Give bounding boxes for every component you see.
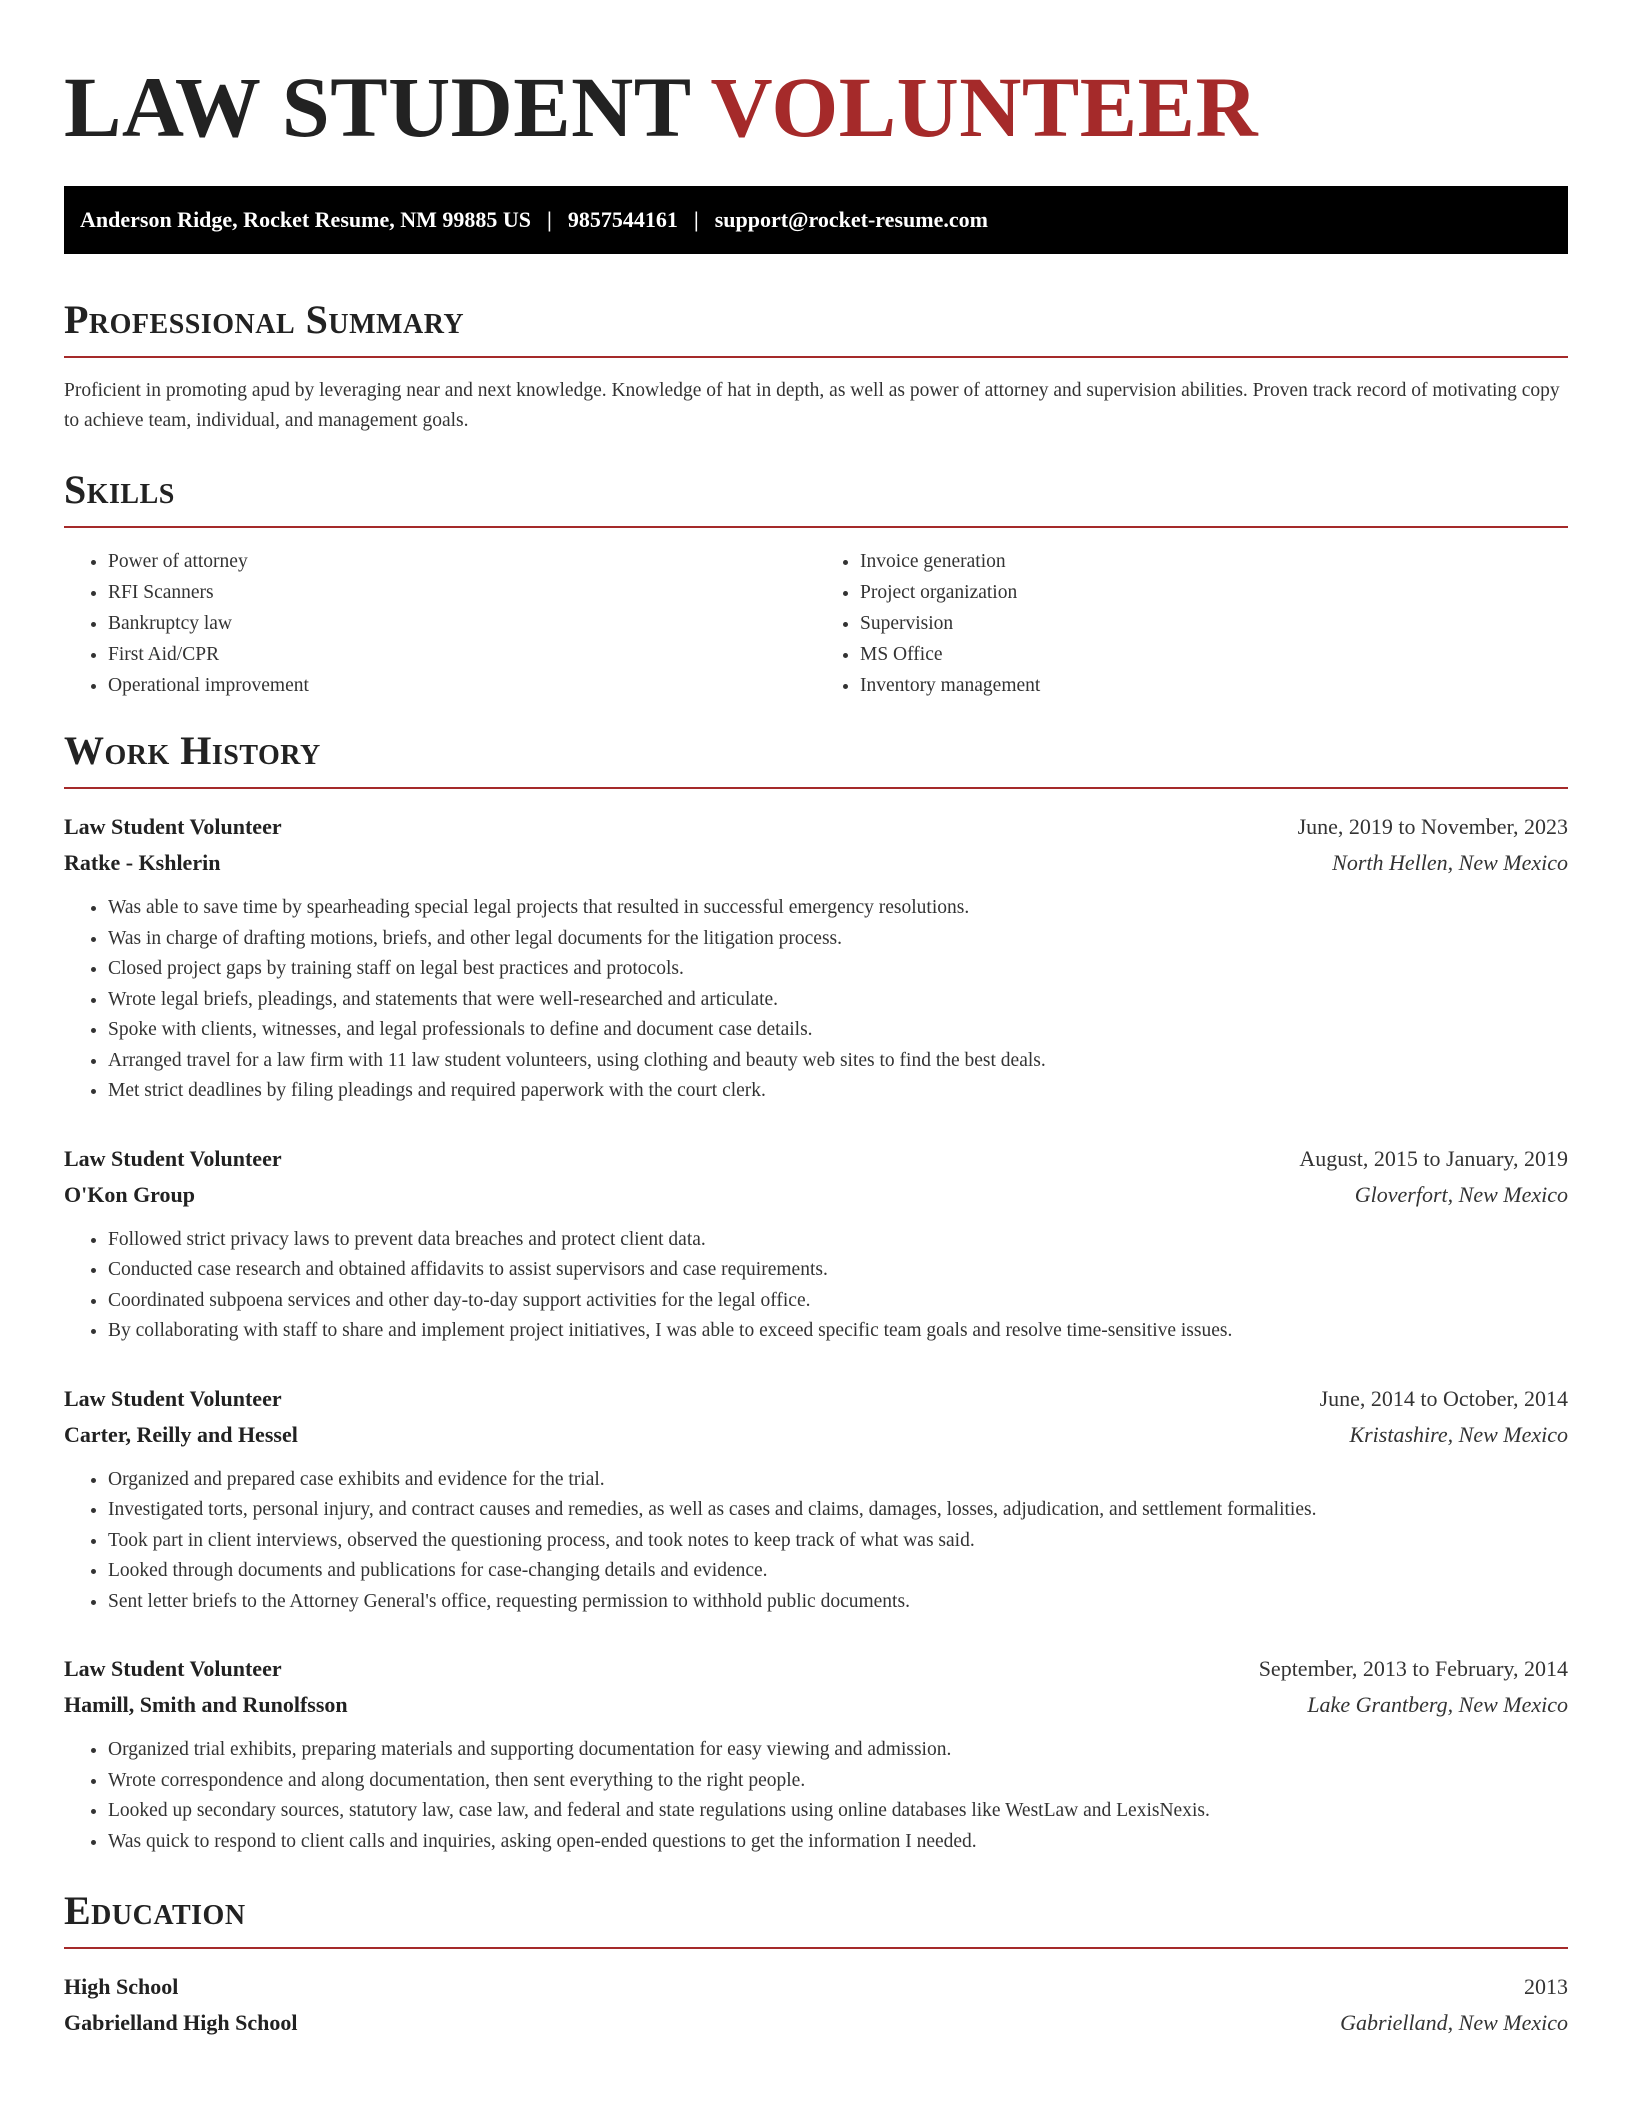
job-bullet: • Looked through documents and publications for case-changing details and evidence. [108, 1556, 1568, 1587]
candidate-name [64, 59, 1568, 155]
skill-item: • RFI Scanners [108, 577, 816, 608]
summary-text: Proficient in promoting apud by leveraging near and next knowledge. Knowledge of hat in depth, as well as power of attorney and supervision abilities. Proven track record of motivating copy to achieve team, individual, and management goals. [64, 380, 1560, 431]
job-dates: September, 2013 to February, 2014 [1258, 1656, 1568, 1681]
job-bullet: • Wrote correspondence and along documentation, then sent everything to the right people. [108, 1766, 1568, 1797]
skill-item: • MS Office [860, 639, 1568, 670]
job-company: O'Kon Group [64, 1181, 196, 1207]
skills-section [64, 468, 1568, 701]
job-bullet: • Arranged travel for a law firm with 11 law student volunteers, using clothing and beauty web sites to find the best deals. [108, 1046, 1568, 1077]
section-divider [64, 1947, 1568, 1949]
job-bullet: • Was quick to respond to client calls and inquiries, asking open-ended questions to get the information I needed. [108, 1827, 1568, 1858]
job-location: North Hellen, New Mexico [1332, 850, 1568, 875]
name-part-dark: LAW STUDENT [64, 59, 691, 155]
job-bullet: • Coordinated subpoena services and other day-to-day support activities for the legal office. [108, 1286, 1568, 1317]
job-bullet: • By collaborating with staff to share and implement project initiatives, I was able to exceed specific team goals and resolve time-sensitive issues. [108, 1316, 1568, 1347]
job-company: Carter, Reilly and Hessel [64, 1421, 298, 1447]
job-company: Hamill, Smith and Runolfsson [64, 1692, 348, 1717]
job-bullets [64, 1735, 1568, 1857]
job-bullet: • Investigated torts, personal injury, and contract causes and remedies, as well as cases and claims, damages, losses, adjudication, and settlement formalities. [108, 1495, 1568, 1526]
job-bullet: • Organized and prepared case exhibits and evidence for the trial. [108, 1465, 1568, 1496]
job-title: Law Student Volunteer [64, 1385, 282, 1411]
skills-list-left [64, 546, 816, 701]
job-bullets [64, 1465, 1568, 1618]
summary-heading: Professional Summary [64, 297, 465, 342]
skill-item: • First Aid/CPR [108, 639, 816, 670]
section-divider [64, 356, 1568, 358]
skill-item: • Project organization [860, 577, 1568, 608]
contact-separator: | [546, 207, 552, 232]
contact-phone: 9857544161 [567, 207, 678, 232]
skill-item: • Power of attorney [108, 546, 816, 577]
job-location: Lake Grantberg, New Mexico [1307, 1692, 1568, 1717]
job-dates: August, 2015 to January, 2019 [1299, 1145, 1568, 1171]
job-bullet: • Met strict deadlines by filing pleadings and required paperwork with the court clerk. [108, 1076, 1568, 1107]
section-divider [64, 526, 1568, 528]
job-entry [64, 809, 1568, 1107]
contact-separator: | [693, 207, 699, 232]
education-section [64, 1889, 1568, 2041]
education-school: Gabrielland High School [64, 2010, 298, 2035]
skills-list-right [816, 546, 1568, 701]
job-bullet: • Closed project gaps by training staff on legal best practices and protocols. [108, 954, 1568, 985]
job-entry [64, 1381, 1568, 1618]
work-history-section [64, 729, 1568, 1857]
job-entry [64, 1651, 1568, 1857]
education-heading: Education [64, 1888, 246, 1933]
job-bullets [64, 1225, 1568, 1347]
education-location: Gabrielland, New Mexico [1340, 2010, 1568, 2035]
job-title: Law Student Volunteer [64, 1145, 282, 1171]
job-bullet: • Was in charge of drafting motions, briefs, and other legal documents for the litigation process. [108, 924, 1568, 955]
contact-email: support@rocket-resume.com [714, 207, 988, 232]
job-location: Kristashire, New Mexico [1349, 1421, 1568, 1447]
education-entry [64, 1969, 1568, 2041]
skills-heading: Skills [64, 467, 175, 512]
job-bullet: • Took part in client interviews, observed the questioning process, and took notes to keep track of what was said. [108, 1526, 1568, 1557]
job-bullet: • Was able to save time by spearheading special legal projects that resulted in successful emergency resolutions. [108, 893, 1568, 924]
education-year: 2013 [1524, 1974, 1568, 1999]
job-dates: June, 2014 to October, 2014 [1319, 1385, 1568, 1411]
skill-item: • Supervision [860, 608, 1568, 639]
contact-address: Anderson Ridge, Rocket Resume, NM 99885 US [80, 207, 531, 232]
skill-item: • Operational improvement [108, 670, 816, 701]
section-divider [64, 787, 1568, 789]
job-bullet: • Followed strict privacy laws to prevent data breaches and protect client data. [108, 1225, 1568, 1256]
skills-grid [64, 546, 1568, 701]
job-dates: June, 2019 to November, 2023 [1297, 814, 1568, 839]
job-entry [64, 1141, 1568, 1347]
skill-item: • Bankruptcy law [108, 608, 816, 639]
job-bullets [64, 893, 1568, 1107]
job-bullet: • Sent letter briefs to the Attorney General's office, requesting permission to withhold public documents. [108, 1587, 1568, 1618]
job-bullet: • Wrote legal briefs, pleadings, and statements that were well-researched and articulate. [108, 985, 1568, 1016]
job-bullet: • Conducted case research and obtained affidavits to assist supervisors and case requirements. [108, 1255, 1568, 1286]
job-bullet: • Organized trial exhibits, preparing materials and supporting documentation for easy viewing and admission. [108, 1735, 1568, 1766]
job-company: Ratke - Kshlerin [64, 850, 221, 875]
work-history-heading: Work History [64, 728, 321, 773]
job-title: Law Student Volunteer [64, 1656, 282, 1681]
job-bullet: • Spoke with clients, witnesses, and legal professionals to define and document case details. [108, 1015, 1568, 1046]
name-part-accent: VOLUNTEER [710, 59, 1259, 155]
summary-section [64, 298, 1568, 436]
job-location: Gloverfort, New Mexico [1354, 1181, 1568, 1207]
contact-bar [64, 186, 1568, 254]
job-title: Law Student Volunteer [64, 814, 282, 839]
skill-item: • Inventory management [860, 670, 1568, 701]
education-degree: High School [64, 1974, 179, 1999]
job-bullet: • Looked up secondary sources, statutory law, case law, and federal and state regulations using online databases like WestLaw and LexisNexis. [108, 1796, 1568, 1827]
skill-item: • Invoice generation [860, 546, 1568, 577]
